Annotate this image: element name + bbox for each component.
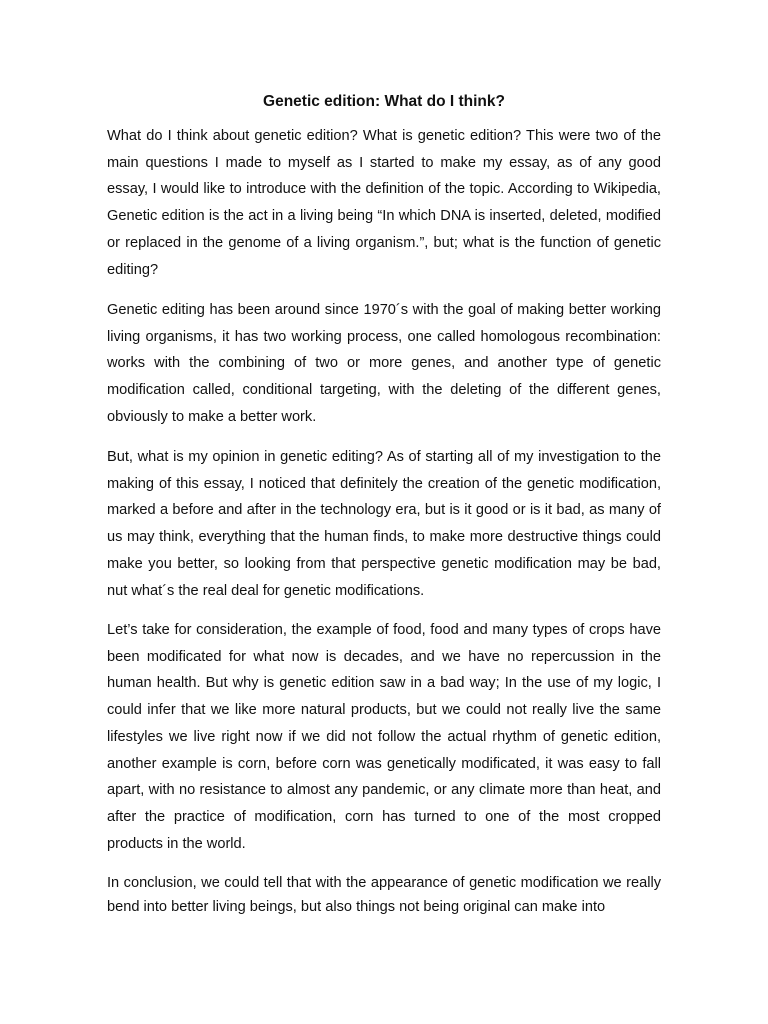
paragraph-introduction: What do I think about genetic edition? What is genetic edition? This were two of the main questions I made to myself as I started to make my essay, as of any good essay, I would like to introduce with the definition of the topic. According to Wikipedia, Genetic edition is the act in a living being “In which DNA is inserted, deleted, modified or replaced in the genome of a living organism.”, but; what is the function of genetic editing? <box>107 128 661 278</box>
paragraph-history: Genetic editing has been around since 1970´s with the goal of making better working living organisms, it has two working process, one called homologous recombination: works with the combining of two or more genes, and another type of genetic modification called, conditional targeting, with the deleting of the different genes, obviously to make a better work. <box>107 302 661 425</box>
document-title: Genetic edition: What do I think? <box>263 93 505 110</box>
paragraph-opinion: But, what is my opinion in genetic editing? As of starting all of my investigation to the making of this essay, I noticed that definitely the creation of the genetic modification, marked a before and after in the technology era, but is it good or is it bad, as many of us may think, everything that the human finds, to make more destructive things could make you better, so looking from that perspective genetic modification may be bad, nut what´s the real deal for genetic modifications. <box>107 449 661 599</box>
paragraph-conclusion: In conclusion, we could tell that with the appearance of genetic modification we really bend into better living beings, but also things not being original can make into <box>107 875 661 915</box>
paragraph-food-example: Let’s take for consideration, the example of food, food and many types of crops have been modificated for what now is decades, and we have no repercussion in the human health. But why is genetic edition saw in a bad way; In the use of my logic, I could infer that we like more natural products, but we could not really live the same lifestyles we live right now if we did not follow the actual rhythm of genetic edition, another example is corn, before corn was genetically modificated, it was easy to fall apart, with no resistance to almost any pandemic, or any climate more than heat, and after the practice of modification, corn has turned to one of the most cropped products in the world. <box>107 622 661 852</box>
